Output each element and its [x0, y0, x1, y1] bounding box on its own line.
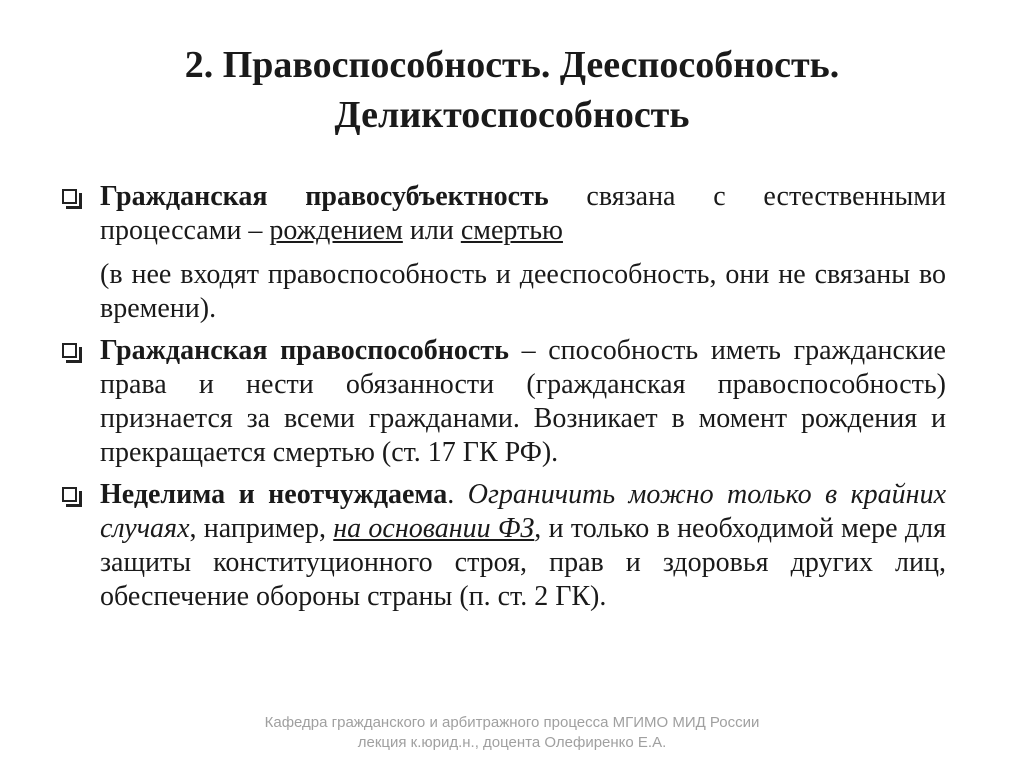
bullet-item-legal-capacity	[62, 334, 946, 470]
bullet-body-end: , и только в необходимой мере для защиты конституционного строя, прав и здоровья других лиц, обеспечение обороны страны (п. ст. 2 ГК).	[100, 513, 946, 612]
bullet-item-legal-personality	[62, 180, 946, 326]
footer-department: Кафедра гражданского и арбитражного процесса МГИМО МИД России	[264, 714, 760, 731]
bullet-body: – способность иметь гражданские права и нести обязанности (гражданская правоспособность) признается за всеми гражданами. Возникает в момент рождения и прекращается смертью (ст. 17 ГК РФ).	[100, 335, 946, 468]
checkbox-bullet-icon	[62, 487, 77, 502]
bullet-body: связана с естественными процессами –	[100, 181, 946, 246]
bullet-text	[100, 180, 946, 248]
bullet-term: Гражданская правосубъектность	[100, 181, 549, 212]
bullet-subnote: (в нее входят правоспособность и дееспособность, они не связаны во времени).	[100, 259, 946, 324]
slide-title	[0, 40, 1024, 140]
checkbox-bullet-icon	[62, 343, 77, 358]
bullet-term: Гражданская правоспособность	[100, 335, 509, 366]
checkbox-bullet-icon	[62, 189, 77, 204]
title-line-1: 2. Правоспособность. Дееспособность.	[184, 44, 840, 86]
underlined-federal-law: на основании ФЗ	[333, 513, 535, 544]
bullet-punctuation: .	[447, 479, 468, 510]
bullet-conjunction: или	[402, 215, 461, 246]
italic-restriction: Ограничить можно только в крайних случаях	[100, 479, 946, 544]
footer-lecturer: лекция к.юрид.н., доцента Олефиренко Е.А.	[357, 734, 667, 751]
title-line-2: Деликтоспособность	[334, 94, 690, 136]
slide-footer	[0, 713, 1024, 753]
underlined-death: смертью	[460, 215, 563, 246]
bullet-list	[62, 180, 946, 622]
bullet-text	[100, 334, 946, 470]
bullet-term: Неделима и неотчуждаема	[100, 479, 448, 510]
bullet-body: , например,	[189, 513, 334, 544]
underlined-birth: рождением	[269, 215, 403, 246]
bullet-text	[100, 478, 946, 614]
bullet-item-inalienable	[62, 478, 946, 614]
